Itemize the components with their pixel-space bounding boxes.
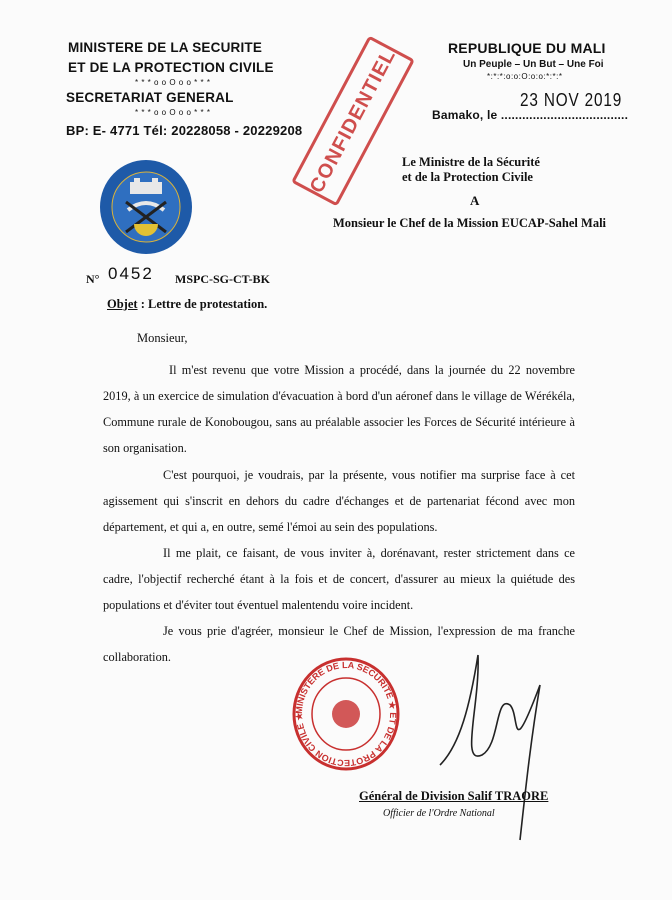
ministry-line2: ET DE LA PROTECTION CIVILE: [68, 60, 274, 75]
ornament: *:*:*:o:o:O:o:o:*:*:*: [487, 72, 563, 81]
sender-line2: et de la Protection Civile: [402, 170, 533, 184]
recipient: Monsieur le Chef de la Mission EUCAP-Sahel Mali: [333, 216, 607, 230]
reference-suffix: MSPC-SG-CT-BK: [175, 272, 270, 286]
svg-text:MINISTERE DE LA SECURITE ★ ET: MINISTERE DE LA SECURITE ★ ET DE LA PROTECTION CIVILE ★: [293, 659, 399, 769]
to-label: A: [470, 193, 480, 208]
reference-number: 0452: [108, 264, 154, 283]
object-label: Objet: [107, 297, 138, 311]
country-title: REPUBLIQUE DU MALI: [448, 40, 606, 56]
date-stamp: 23 NOV 2019: [520, 90, 623, 110]
body-paragraph: Je vous prie d'agréer, monsieur le Chef de Mission, l'expression de ma franche collaboration.: [103, 624, 575, 664]
ornament: * * * o o O o o * * *: [135, 108, 211, 117]
mali-emblem-logo: [98, 158, 194, 256]
body-paragraph: Il me plait, ce faisant, de vous inviter à, dorénavant, rester strictement dans ce cadre, l'objectif recherché étant à la fois et de concert, d'assurer au mieux la quiétude des populations et d'éviter tout éventuel malentendu voire incident.: [103, 546, 575, 612]
body-paragraph: Il m'est revenu que votre Mission a procédé, dans la journée du 22 novembre 2019, à un exercice de simulation d'évacuation à bord d'un aéronef dans le village de Wérékéla, Commune rurale de Konobougou, sans au préalable associer les Forces de Sécurité intérieure à son organisation.: [103, 363, 575, 455]
ornament: * * * o o O o o * * *: [135, 78, 211, 87]
motto: Un Peuple – Un But – Une Foi: [463, 59, 604, 70]
sender-line1: Le Ministre de la Sécurité: [402, 155, 540, 169]
confidential-stamp: [291, 36, 415, 207]
confidential-stamp-text: CONFIDENTIEL: [305, 45, 400, 197]
ministry-line1: MINISTERE DE LA SECURITE: [68, 40, 263, 55]
salutation: Monsieur,: [137, 331, 188, 345]
signatory-title: Officier de l'Ordre National: [383, 808, 495, 819]
contact-info: BP: E- 4771 Tél: 20228058 - 20229208: [66, 123, 303, 138]
reference-prefix: N°: [86, 272, 100, 286]
ministry-seal: [292, 656, 400, 772]
body-paragraph: C'est pourquoi, je voudrais, par la présente, vous notifier ma surprise face à cet agissement qui s'inscrit en dehors du cadre d'échanges et de partenariat fécond avec mon département, et qui a, en outre, semé l'émoi au sein des populations.: [103, 468, 575, 534]
object-line: [107, 297, 267, 312]
signatory-name: Général de Division Salif TRAORE: [359, 789, 549, 803]
object-text: : Lettre de protestation.: [137, 297, 268, 311]
secretariat-title: SECRETARIAT GENERAL: [66, 90, 234, 105]
place-date-label: Bamako, le ....................................: [432, 108, 629, 122]
